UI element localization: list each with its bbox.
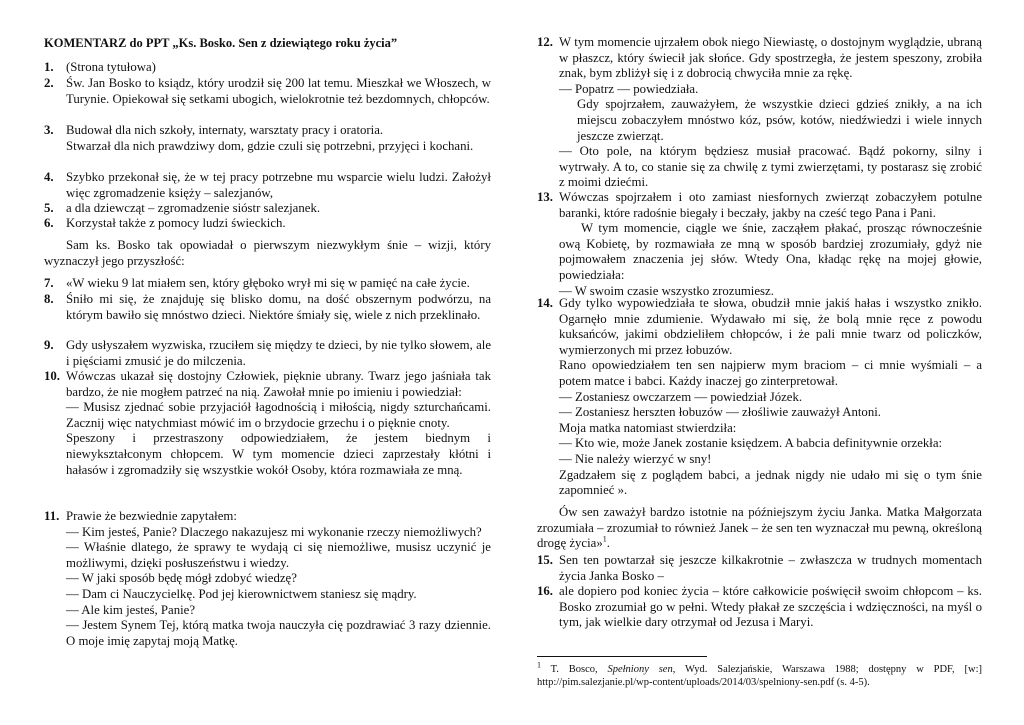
item-8: 8. Śniło mi się, że znajduję się blisko domu, na dość obszernym podwórzu, na którym bawiło się mnóstwo dzieci. Niektóre śmiały się, wiele z nich przeklinało. xyxy=(44,292,491,322)
item-11: 11. Prawie że bezwiednie zapytałem: — Kim jesteś, Panie? Dlaczego nakazujesz mi wykonanie rzeczy niemożliwych? — Właśnie dlatego, że sprawy te wydają ci się niemożliwe, musisz uczynić je możliwymi, dzięki posłuszeństwu i wiedzy. — W jaki sposób będę mógł zdobyć wiedzę? — Dam ci Nauczycielkę. Pod jej kierownictwem staniesz się mądry. — Ale kim jesteś, Panie? — Jestem Synem Tej, którą matka twoja nauczyła cię pozdrawiać 3 razy dziennie. O moje imię zapytaj moją Matkę. xyxy=(44,509,491,648)
item-15: 15. Sen ten powtarzał się jeszcze kilkakrotnie – zwłaszcza w trudnych momentach życia Janka Bosko – xyxy=(537,553,982,583)
item-14: 14. Gdy tylko wypowiedziała te słowa, obudził mnie jakiś hałas i wszystko znikło. Ogarnęło mnie zdumienie. Wydawało mi się, że bolą mnie ręce z powodu kuksańców, jakimi obdzieliłem chłopców, i że pali mnie twarz od policzków, wymierzonych mi przez łobuzów. Rano opowiedziałem ten sen najpierw mym braciom – ci mnie wyśmiali – a potem matce i babci. Każdy inaczej go zinterpretował. — Zostaniesz owczarzem — powiedział Józek. — Zostaniesz herszten łobuzów — złośliwie zauważył Antoni. Moja matka natomiast stwierdziła: — Kto wie, może Janek zostanie księdzem. A babcia definitywnie orzekła: — Nie należy wierzyć w sny! Zgadzałem się z poglądem babci, a jednak nigdy nie udało mi się o tym śnie zapomnieć ». xyxy=(537,296,982,498)
outro-paragraph: Ów sen zaważył bardzo istotnie na późniejszym życiu Janka. Matka Małgorzata zrozumiała – zrozumiał to również Janek – że sen ten wyznaczał mu pewną, określoną drogę życia»$^1$. xyxy=(537,505,982,551)
item-3: 3. Budował dla nich szkoły, internaty, warsztaty pracy i oratoria. Stwarzał dla nich prawdziwy dom, gdzie czuli się potrzebni, przyjęci i kochani. xyxy=(44,123,474,153)
footnote: $^1$ T. Bosco, Spełniony sen, Wyd. Salezjańskie, Warszawa 1988; dostępny w PDF, [w:] http://pim.salezjanie.pl/wp-content/uploads/2014/03/spelniony-sen.pdf (s. 4-5). xyxy=(537,660,983,688)
item-10: 10. Wówczas ukazał się dostojny Człowiek, pięknie ubrany. Twarz jego jaśniała tak bardzo, że nie mogłem patrzeć na nią. Zawołał mnie po imieniu i powiedział: — Musisz zjednać sobie przyjaciół łagodnością i miłością, nigdy szturchańcami. Zacznij więc natychmiast mówić im o brzydocie grzechu i o pięknie cnoty. Speszony i przestraszony odpowiedziałem, że jestem biednym i niewykształconym chłopcem. W tym momencie dzieci zaprzestały kłótni i hałasów i zgromadziły się wszystkie wokół Osoby, która rozmawiała ze mną. xyxy=(44,369,491,477)
footnote-ref[interactable]: 1 xyxy=(602,534,607,544)
item-6: 6. Korzystał także z pomocy ludzi świeckich. xyxy=(44,216,286,230)
item-12: 12. W tym momencie ujrzałem obok niego Niewiastę, o dostojnym wyglądzie, ubraną w płaszcz, który świecił jak słońce. Gdy spostrzegła, że jestem speszony, zrobiła znak, bym zbliżył się i z dobrocią chwyciła mnie za rękę. — Popatrz — powiedziała. Gdy spojrzałem, zauważyłem, że wszystkie dzieci gdzieś znikły, a na ich miejscu zobaczyłem mnóstwo kóz, psów, kotów, niedźwiedzi i wiele innych jeszcze zwierząt. — Oto pole, na którym będziesz musiał pracować. Bądź pokorny, silny i wytrwały. A to, co stanie się za chwilę z tymi zwierzętami, ty postarasz się zrobić z moimi dziećmi. xyxy=(537,35,982,190)
item-16: 16. ale dopiero pod koniec życia – które całkowicie poświęcił swoim chłopcom – ks. Bosko zrozumiał go w pełni. Wtedy płakał ze szczęścia i wdzięczności, na myśl o tym, jak wielkie dary otrzymał od Jezusa i Maryi. xyxy=(537,584,982,630)
item-13: 13. Wówczas spojrzałem i oto zamiast niesfornych zwierząt zobaczyłem potulne baranki, które radośnie biegały i beczały, jakby na cześć tego Pana i Pani. W tym momencie, ciągle we śnie, zacząłem płakać, prosząc równocześnie ową Kobietę, by rozmawiała ze mną w sposób bardziej zrozumiały, gdyż nie pojmowałem znaczenia jej słów. Wtedy Ona, kładąc rękę na mojej głowie, powiedziała: — W swoim czasie wszystko zrozumiesz. xyxy=(537,190,982,298)
item-7: 7. «W wieku 9 lat miałem sen, który głęboko wrył mi się w pamięć na całe życie. xyxy=(44,276,470,290)
intro-paragraph: Sam ks. Bosko tak opowiadał o pierwszym niezwykłym śnie – wizji, który wyznaczył jego przyszłość: xyxy=(44,238,491,268)
document-title: KOMENTARZ do PPT „Ks. Bosko. Sen z dziewiątego roku życia” xyxy=(44,36,398,50)
item-9: 9. Gdy usłyszałem wyzwiska, rzuciłem się między te dzieci, by nie tylko słowem, ale i pięściami zmusić je do milczenia. xyxy=(44,338,491,368)
item-1: 1. (Strona tytułowa) xyxy=(44,60,156,74)
item-4: 4. Szybko przekonał się, że w tej pracy potrzebne mu wsparcie wielu ludzi. Założył więc zgromadzenie księży – salezjanów, xyxy=(44,170,491,200)
footnote-source: , Wyd. Salezjańskie, Warszawa 1988; dostępny w PDF, [w:] http://pim.salezjanie.pl/wp-content/uploads/2014/03/spelniony-sen.pdf (s. 4-5). xyxy=(537,664,983,688)
item-2: 2. Św. Jan Bosko to ksiądz, który urodził się 200 lat temu. Mieszkał we Włoszech, w Turynie. Opiekował się setkami ubogich, wielokrotnie też bezdomnych, chłopców. xyxy=(44,76,491,106)
item-5: 5. a dla dziewcząt – zgromadzenie sióstr salezjanek. xyxy=(44,201,321,215)
footnote-divider xyxy=(537,656,707,657)
